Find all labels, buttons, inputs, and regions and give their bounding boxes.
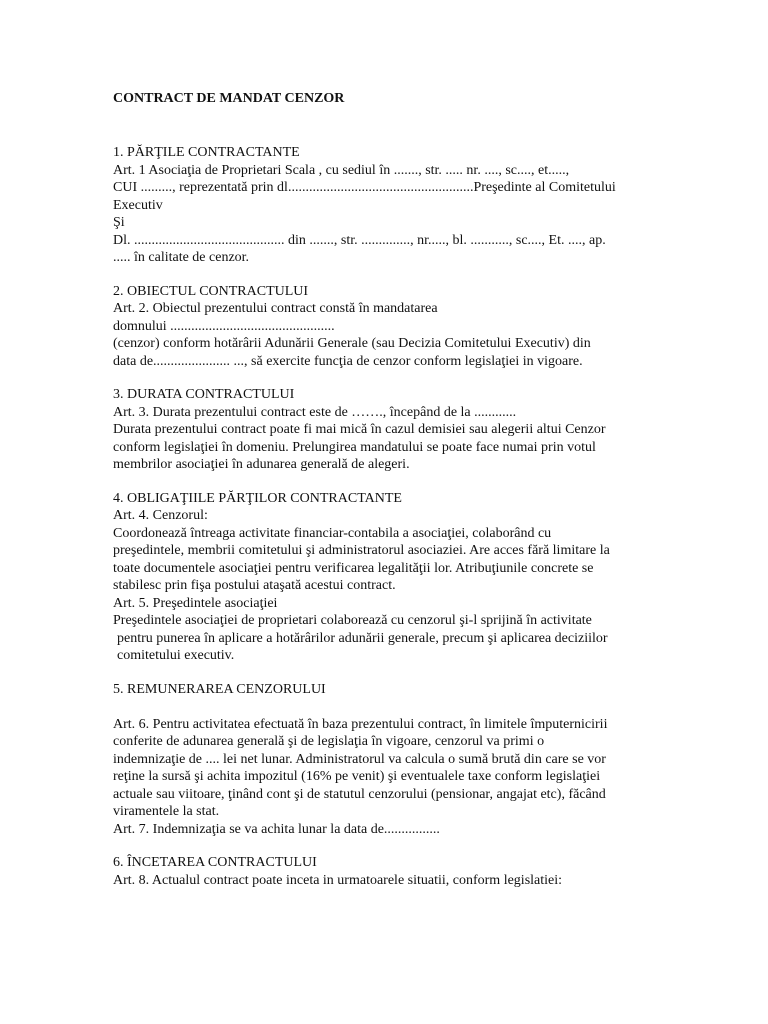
paragraph-line: Şi xyxy=(113,215,125,230)
paragraph-line: domnului ............................................... xyxy=(113,318,335,334)
section-heading: 2. OBIECTUL CONTRACTULUI xyxy=(113,283,309,299)
paragraph-line: membrilor asociaţiei în adunarea generală de alegeri. xyxy=(113,457,410,472)
paragraph-line: actuale sau viitoare, ţinând cont şi de statutul cenzorului (pensionar, angajat etc), făcând xyxy=(113,786,606,802)
paragraph-line: Art. 3. Durata prezentului contract este de ……., începând de la ............ xyxy=(113,404,517,420)
section-duration xyxy=(113,386,658,474)
paragraph-line: conform legislaţiei în domeniu. Prelungirea mandatului se poate face numai prin votul xyxy=(113,439,596,455)
paragraph-line: Art. 2. Obiectul prezentului contract constă în mandatarea xyxy=(113,301,438,316)
section-obligations xyxy=(113,490,658,665)
document-page xyxy=(113,90,658,905)
paragraph-line: toate documentele asociaţiei pentru verificarea legalităţii lor. Atribuţiunile concrete se xyxy=(113,560,594,576)
paragraph-line: data de...................... ..., să exercite funcţia de cenzor conform legislaţiei in vigoare. xyxy=(113,353,583,369)
paragraph-line: Art. 6. Pentru activitatea efectuată în baza prezentului contract, în limitele împuternicirii xyxy=(113,716,608,732)
paragraph-line: CUI ........., reprezentată prin dl.....................................................Preşedinte al Comitetului xyxy=(113,180,616,195)
paragraph-line: stabilesc prin fişa postului ataşată acestui contract. xyxy=(113,578,396,593)
section-heading: 4. OBLIGAŢIILE PĂRŢILOR CONTRACTANTE xyxy=(113,490,402,506)
paragraph-line: conferite de adunarea generală şi de legislaţia în vigoare, cenzorul va primi o xyxy=(113,734,545,749)
section-heading: 3. DURATA CONTRACTULUI xyxy=(113,387,295,402)
paragraph-line: viramentele la stat. xyxy=(113,804,220,819)
section-termination xyxy=(113,854,658,889)
paragraph-line: (cenzor) conform hotărârii Adunării Generale (sau Decizia Comitetului Executiv) din xyxy=(113,336,591,351)
paragraph-line: ..... în calitate de cenzor. xyxy=(113,250,250,265)
paragraph-line: Art. 5. Preşedintele asociaţiei xyxy=(113,595,278,611)
document-title: CONTRACT DE MANDAT CENZOR xyxy=(113,91,345,106)
blank-line xyxy=(113,698,658,716)
paragraph-line: comitetului executiv. xyxy=(117,648,235,663)
section-parties xyxy=(113,144,658,267)
paragraph-line: Durata prezentului contract poate fi mai mică în cazul demisiei sau alegerii altui Cenzor xyxy=(113,422,606,437)
paragraph-line: Preşedintele asociaţiei de proprietari colaborează cu cenzorul şi-l sprijină în activitate xyxy=(113,613,592,628)
section-heading: 6. ÎNCETAREA CONTRACTULUI xyxy=(113,855,317,870)
paragraph-line: indemnizaţie de .... lei net lunar. Administratorul va calcula o sumă brută din care se vor xyxy=(113,751,606,767)
paragraph-line: Art. 4. Cenzorul: xyxy=(113,508,208,523)
paragraph-line: preşedintele, membrii comitetului şi administratorul asociaziei. Are acces fără limitare la xyxy=(113,543,610,558)
paragraph-line: Art. 7. Indemnizaţia se va achita lunar la data de................ xyxy=(113,821,440,837)
paragraph-line: pentru punerea în aplicare a hotărârilor adunării generale, precum şi aplicarea deciziilor xyxy=(117,630,608,646)
paragraph-line: Art. 1 Asociaţia de Proprietari Scala , cu sediul în ......., str. ..... nr. ...., sc...., et....., xyxy=(113,162,570,178)
section-heading: 1. PĂRŢILE CONTRACTANTE xyxy=(113,145,300,160)
section-heading: 5. REMUNERAREA CENZORULUI xyxy=(113,681,326,697)
paragraph-line: Executiv xyxy=(113,197,163,213)
paragraph-line: Coordonează întreaga activitate financiar-contabila a asociaţiei, colaborând cu xyxy=(113,525,552,541)
paragraph-line: Art. 8. Actualul contract poate inceta in urmatoarele situatii, conform legislatiei: xyxy=(113,872,563,888)
section-object xyxy=(113,283,658,371)
paragraph-line: reţine la sursă şi achita impozitul (16% pe venit) şi eventualele taxe conform legislaţiei xyxy=(113,769,601,784)
paragraph-line: Dl. ........................................... din ......., str. .............., nr....., bl. ..........., sc...., Et. ...., ap. xyxy=(113,232,606,248)
section-remuneration xyxy=(113,681,658,839)
